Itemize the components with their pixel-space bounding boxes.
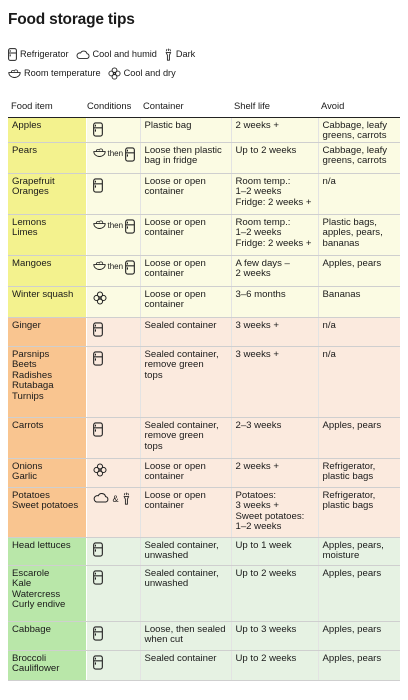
refrigerator-icon (93, 178, 103, 193)
shelf-life-text: Sweet potatoes: (235, 510, 305, 522)
flower-icon (93, 291, 107, 305)
avoid-cell (318, 142, 400, 173)
conditions-cell (86, 142, 140, 173)
legend-cool-dry-label: Cool and dry (123, 68, 176, 78)
then-label: then (107, 220, 124, 230)
shelf-life-cell (231, 286, 318, 317)
conditions-cell (86, 458, 140, 487)
container-cell (140, 173, 231, 214)
container-text: container (144, 227, 184, 239)
container-cell (140, 458, 231, 487)
container-cell (140, 565, 231, 621)
conditions-cell (86, 621, 140, 650)
flower-icon (93, 463, 107, 477)
food-item-name: Mangoes (12, 257, 52, 269)
avoid-text: Cabbage, leafy (322, 144, 388, 156)
shelf-life-text: 3 weeks + (235, 319, 279, 331)
food-item-name: Head lettuces (12, 539, 71, 551)
avoid-cell (318, 255, 400, 286)
shelf-life-text: Room temp.: (235, 216, 291, 228)
container-text: unwashed (144, 578, 189, 590)
shelf-life-cell (231, 621, 318, 650)
shelf-life-cell (231, 417, 318, 458)
container-text: Loose or open (144, 288, 206, 300)
conditions-icons (93, 322, 137, 337)
conditions-cell (86, 650, 140, 680)
table-row (8, 142, 400, 173)
food-item-cell (8, 255, 86, 286)
bowl-icon (8, 68, 21, 78)
container-text: Loose, then sealed (144, 623, 226, 635)
avoid-text: Apples, pears (322, 623, 382, 635)
header-shelf-life: Shelf life (231, 96, 318, 117)
food-item-name: Oranges (12, 186, 49, 198)
conditions-cell (86, 173, 140, 214)
refrigerator-icon (125, 147, 135, 162)
avoid-text: apples, pears, (322, 227, 383, 239)
avoid-text: n/a (322, 319, 336, 331)
container-cell (140, 487, 231, 537)
shelf-life-text: Fridge: 2 weeks + (235, 237, 312, 249)
legend-dark (164, 48, 195, 61)
table-row (8, 346, 400, 417)
food-item-name: Garlic (12, 471, 38, 483)
avoid-text: greens, carrots (322, 155, 387, 167)
refrigerator-icon (93, 322, 103, 337)
container-text: container (144, 500, 184, 512)
shelf-life-cell (231, 214, 318, 255)
avoid-cell (318, 346, 400, 417)
table-row (8, 417, 400, 458)
food-item-cell (8, 537, 86, 565)
conditions-icons (93, 626, 137, 641)
food-item-name: Grapefruit (12, 175, 55, 187)
conditions-cell (86, 417, 140, 458)
food-item-cell (8, 565, 86, 621)
table-row (8, 117, 400, 142)
avoid-cell (318, 286, 400, 317)
food-item-name: Rutabaga (12, 380, 54, 392)
container-text: when cut (144, 634, 183, 646)
food-item-name: Sweet potatoes (12, 500, 79, 512)
food-item-cell (8, 286, 86, 317)
shelf-life-text: Fridge: 2 weeks + (235, 196, 312, 208)
table-row (8, 565, 400, 621)
avoid-text: n/a (322, 175, 336, 187)
container-text: Sealed container (144, 652, 217, 664)
food-item-cell (8, 117, 86, 142)
bowl-icon (93, 219, 106, 229)
legend-room-temperature-label: Room temperature (24, 68, 101, 78)
food-item-name: Apples (12, 119, 42, 131)
shelf-life-text: Up to 1 week (235, 539, 292, 551)
container-cell (140, 255, 231, 286)
food-item-name: Beets (12, 359, 37, 371)
container-text: bag in fridge (144, 155, 198, 167)
food-item-name: Parsnips (12, 348, 50, 360)
conditions-icons (93, 260, 137, 275)
avoid-text: Bananas (322, 288, 361, 300)
flashlight-icon (122, 492, 131, 505)
avoid-text: greens, carrots (322, 130, 387, 142)
container-text: Sealed container, (144, 419, 219, 431)
avoid-text: Cabbage, leafy (322, 119, 388, 131)
avoid-text: n/a (322, 348, 336, 360)
refrigerator-icon (93, 626, 103, 641)
food-item-cell (8, 621, 86, 650)
conditions-icons (93, 147, 137, 162)
container-text: tops (144, 440, 163, 452)
conditions-icons (93, 570, 137, 585)
container-text: Sealed container, (144, 539, 219, 551)
food-item-cell (8, 487, 86, 537)
table-row (8, 286, 400, 317)
container-text: container (144, 471, 184, 483)
avoid-cell (318, 458, 400, 487)
food-item-cell (8, 317, 86, 346)
container-text: remove green (144, 359, 204, 371)
container-text: Loose or open (144, 216, 206, 228)
container-text: container (144, 186, 184, 198)
table-row (8, 650, 400, 680)
table-row (8, 173, 400, 214)
bowl-icon (93, 147, 106, 157)
container-text: tops (144, 369, 163, 381)
container-text: Loose or open (144, 460, 206, 472)
shelf-life-text: Potatoes: (235, 489, 277, 501)
cloud-icon (93, 492, 109, 503)
legend-refrigerator-label: Refrigerator (20, 49, 69, 59)
food-item-name: Potatoes (12, 489, 50, 501)
legend-room-temperature (8, 68, 101, 78)
shelf-life-cell (231, 565, 318, 621)
refrigerator-icon (125, 219, 135, 234)
conditions-cell (86, 565, 140, 621)
container-cell (140, 537, 231, 565)
food-item-name: Curly endive (12, 599, 66, 611)
refrigerator-icon (93, 570, 103, 585)
refrigerator-icon (8, 48, 17, 61)
table-header-row (8, 96, 400, 117)
table-row (8, 255, 400, 286)
container-cell (140, 286, 231, 317)
avoid-cell (318, 173, 400, 214)
cloud-icon (76, 50, 90, 59)
food-item-name: Ginger (12, 319, 41, 331)
avoid-text: Apples, pears (322, 567, 382, 579)
container-cell (140, 317, 231, 346)
food-item-cell (8, 458, 86, 487)
header-container: Container (140, 96, 231, 117)
shelf-life-cell (231, 458, 318, 487)
shelf-life-text: 2 weeks + (235, 460, 279, 472)
refrigerator-icon (93, 351, 103, 366)
header-conditions: Conditions (86, 96, 140, 117)
container-text: Loose or open (144, 489, 206, 501)
avoid-text: moisture (322, 550, 360, 562)
shelf-life-text: 1–2 weeks (235, 521, 282, 533)
page-title: Food storage tips (8, 11, 135, 28)
shelf-life-cell (231, 346, 318, 417)
header-food: Food item (8, 96, 86, 117)
conditions-icons (93, 122, 137, 137)
container-cell (140, 346, 231, 417)
food-item-name: Radishes (12, 369, 52, 381)
shelf-life-cell (231, 142, 318, 173)
conditions-icons (93, 463, 137, 477)
table-row (8, 621, 400, 650)
avoid-cell (318, 214, 400, 255)
avoid-text: Apples, pears (322, 652, 382, 664)
food-item-name: Kale (12, 578, 32, 590)
shelf-life-text: 3 weeks + (235, 500, 279, 512)
avoid-cell (318, 417, 400, 458)
avoid-text: Apples, pears, (322, 539, 384, 551)
food-item-name: Cauliflower (12, 663, 60, 675)
header-avoid: Avoid (318, 96, 400, 117)
avoid-text: Apples, pears (322, 257, 382, 269)
avoid-cell (318, 565, 400, 621)
food-item-name: Watercress (12, 588, 61, 600)
shelf-life-text: A few days – (235, 257, 290, 269)
conditions-icons (93, 492, 137, 505)
refrigerator-icon (93, 422, 103, 437)
avoid-cell (318, 117, 400, 142)
shelf-life-text: 1–2 weeks (235, 227, 282, 239)
legend (8, 47, 400, 85)
conditions-icons (93, 422, 137, 437)
conditions-cell (86, 286, 140, 317)
table-row (8, 537, 400, 565)
legend-cool-humid (76, 49, 157, 59)
food-item-cell (8, 214, 86, 255)
shelf-life-cell (231, 650, 318, 680)
avoid-text: Refrigerator, (322, 489, 376, 501)
legend-refrigerator (8, 48, 69, 61)
container-text: Plastic bag (144, 119, 192, 131)
avoid-cell (318, 317, 400, 346)
refrigerator-icon (93, 542, 103, 557)
shelf-life-text: 2 weeks + (235, 119, 279, 131)
shelf-life-text: Room temp.: (235, 175, 291, 187)
container-text: Sealed container (144, 319, 217, 331)
conditions-cell (86, 117, 140, 142)
table-body (8, 117, 400, 680)
legend-cool-humid-label: Cool and humid (92, 49, 157, 59)
food-item-cell (8, 346, 86, 417)
container-cell (140, 650, 231, 680)
avoid-text: plastic bags (322, 471, 374, 483)
shelf-life-text: 3 weeks + (235, 348, 279, 360)
conditions-icons (93, 178, 137, 193)
conditions-icons (93, 291, 137, 305)
conditions-icons (93, 542, 137, 557)
food-item-name: Onions (12, 460, 43, 472)
container-text: Sealed container, (144, 348, 219, 360)
shelf-life-cell (231, 117, 318, 142)
bowl-icon (93, 260, 106, 270)
shelf-life-text: Up to 3 weeks (235, 623, 297, 635)
container-text: Loose then plastic (144, 144, 222, 156)
conditions-cell (86, 255, 140, 286)
flashlight-icon (164, 48, 173, 61)
container-text: Loose or open (144, 175, 206, 187)
refrigerator-icon (93, 655, 103, 670)
food-item-cell (8, 173, 86, 214)
legend-dark-label: Dark (175, 49, 196, 59)
then-label: then (107, 261, 124, 271)
avoid-text: Plastic bags, (322, 216, 377, 228)
storage-table (8, 96, 400, 681)
table-row (8, 317, 400, 346)
shelf-life-cell (231, 487, 318, 537)
shelf-life-text: Up to 2 weeks (235, 144, 297, 156)
food-item-name: Lemons (12, 216, 47, 228)
conditions-cell (86, 214, 140, 255)
food-item-cell (8, 650, 86, 680)
food-item-name: Carrots (12, 419, 44, 431)
shelf-life-text: 3–6 months (235, 288, 286, 300)
food-item-name: Pears (12, 144, 38, 156)
shelf-life-cell (231, 255, 318, 286)
conditions-cell (86, 317, 140, 346)
conditions-icons (93, 655, 137, 670)
flower-icon (108, 67, 121, 80)
conditions-cell (86, 346, 140, 417)
shelf-life-cell (231, 537, 318, 565)
food-item-name: Broccoli (12, 652, 47, 664)
food-item-name: Cabbage (12, 623, 51, 635)
refrigerator-icon (93, 122, 103, 137)
container-text: unwashed (144, 550, 189, 562)
refrigerator-icon (125, 260, 135, 275)
avoid-cell (318, 537, 400, 565)
then-label: then (107, 148, 124, 158)
and-label: & (112, 493, 119, 504)
avoid-cell (318, 650, 400, 680)
container-cell (140, 142, 231, 173)
avoid-cell (318, 621, 400, 650)
food-item-name: Winter squash (12, 288, 74, 300)
avoid-cell (318, 487, 400, 537)
container-text: container (144, 299, 184, 311)
shelf-life-cell (231, 317, 318, 346)
shelf-life-text: 1–2 weeks (235, 186, 282, 198)
container-cell (140, 417, 231, 458)
container-text: remove green (144, 430, 204, 442)
container-text: Loose or open (144, 257, 206, 269)
conditions-icons (93, 219, 137, 234)
table-row (8, 214, 400, 255)
food-item-name: Limes (12, 227, 38, 239)
container-text: Sealed container, (144, 567, 219, 579)
container-cell (140, 117, 231, 142)
food-item-cell (8, 142, 86, 173)
container-cell (140, 214, 231, 255)
container-text: container (144, 268, 184, 280)
food-item-name: Escarole (12, 567, 50, 579)
table-row (8, 487, 400, 537)
shelf-life-text: 2–3 weeks (235, 419, 282, 431)
conditions-cell (86, 537, 140, 565)
shelf-life-text: Up to 2 weeks (235, 652, 297, 664)
avoid-text: plastic bags (322, 500, 374, 512)
shelf-life-text: 2 weeks (235, 268, 271, 280)
food-item-cell (8, 417, 86, 458)
conditions-icons (93, 351, 137, 366)
avoid-text: bananas (322, 237, 360, 249)
avoid-text: Apples, pears (322, 419, 382, 431)
food-item-name: Turnips (12, 391, 44, 403)
conditions-cell (86, 487, 140, 537)
legend-cool-dry (108, 67, 176, 80)
avoid-text: Refrigerator, (322, 460, 376, 472)
shelf-life-text: Up to 2 weeks (235, 567, 297, 579)
shelf-life-cell (231, 173, 318, 214)
table-row (8, 458, 400, 487)
container-cell (140, 621, 231, 650)
